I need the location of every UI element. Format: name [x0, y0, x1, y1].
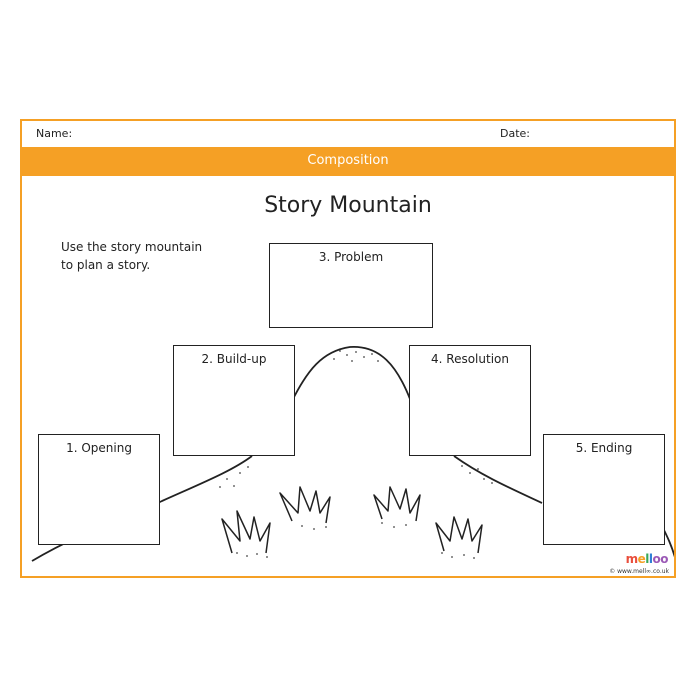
- instructions-line-2: to plan a story.: [61, 258, 151, 272]
- box-problem-label: 3. Problem: [318, 250, 384, 264]
- instructions: [61, 238, 221, 274]
- box-opening[interactable]: [38, 434, 160, 545]
- mountain-right-slope: [454, 456, 542, 503]
- mountain-peak: [292, 347, 410, 401]
- grass-tuft-2: [280, 487, 330, 523]
- copyright-text: © www.mell∞.co.uk: [609, 568, 669, 575]
- box-ending[interactable]: [543, 434, 665, 545]
- instructions-line-1: Use the story mountain: [61, 240, 203, 254]
- box-resolution-label: 4. Resolution: [431, 352, 509, 366]
- name-label: Name:: [36, 127, 73, 140]
- box-resolution[interactable]: [409, 345, 531, 456]
- grass-tuft-4: [436, 517, 482, 553]
- box-build-up[interactable]: [173, 345, 295, 456]
- melloo-logo: melloo: [625, 552, 668, 566]
- box-problem[interactable]: [269, 243, 433, 328]
- grass-tuft-3: [374, 487, 420, 521]
- grass-tuft-1: [222, 511, 270, 553]
- box-build-up-label: 2. Build-up: [201, 352, 267, 366]
- banner-title: Composition: [307, 153, 389, 168]
- worksheet: [20, 119, 676, 578]
- box-opening-label: 1. Opening: [66, 441, 132, 455]
- box-ending-label: 5. Ending: [575, 441, 633, 455]
- page-title: Story Mountain: [264, 193, 432, 218]
- date-label: Date:: [500, 127, 530, 140]
- grass-tufts: [222, 487, 482, 553]
